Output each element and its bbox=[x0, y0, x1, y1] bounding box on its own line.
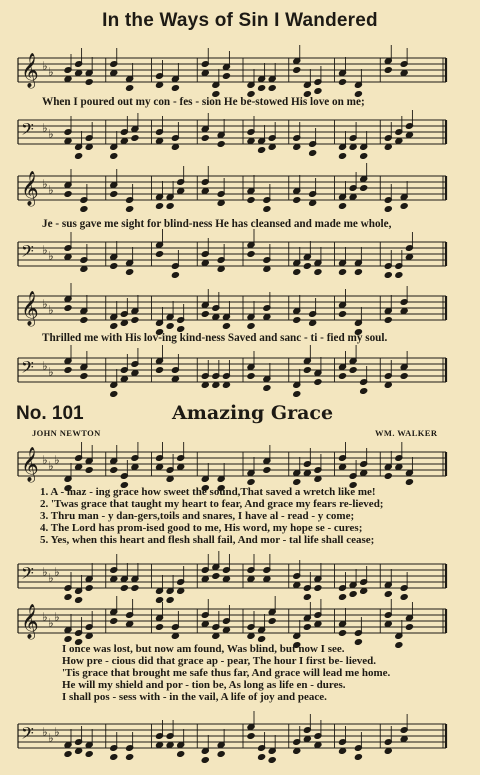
verse-line-9: He will my shield and por - tion be, As long as life en - dures. bbox=[62, 679, 346, 691]
flat-icon: ♭ bbox=[42, 359, 48, 373]
treble-clef-icon: 𝄞 bbox=[21, 291, 39, 326]
treble-staff-4 bbox=[0, 446, 480, 486]
treble-staff-1 bbox=[0, 52, 480, 92]
treble-clef-icon: 𝄞 bbox=[21, 447, 39, 482]
lyricist-credit: JOHN NEWTON bbox=[32, 428, 101, 438]
flat-icon: ♭ bbox=[48, 303, 54, 317]
composer-credit: WM. WALKER bbox=[375, 428, 438, 438]
notes bbox=[64, 345, 408, 397]
bass-clef-icon: 𝄢 bbox=[21, 357, 34, 381]
flat-icon: ♭ bbox=[42, 610, 48, 624]
notes bbox=[64, 551, 408, 603]
treble-clef-icon: 𝄞 bbox=[21, 604, 39, 639]
bass-staff-2 bbox=[0, 236, 480, 276]
flat-icon: ♭ bbox=[48, 571, 54, 585]
staff-lines bbox=[18, 296, 446, 320]
hymn-title: Amazing Grace bbox=[172, 402, 334, 424]
verse-line-8: 'Tis grace that brought me safe thus far, And grace will lead me home. bbox=[62, 667, 391, 679]
hymn-number: No. 101 bbox=[16, 403, 84, 424]
verse-line-3: 3. Thru man - y dan-gers,toils and snares, I have al - read - y come; bbox=[40, 510, 355, 522]
staff-lines bbox=[18, 609, 446, 633]
verse-line-1: 1. A - maz - ing grace how sweet the sound,That saved a wretch like me! bbox=[40, 486, 376, 498]
notes bbox=[64, 711, 408, 763]
bass-staff-4 bbox=[0, 558, 480, 598]
flat-icon: ♭ bbox=[42, 297, 48, 311]
notes bbox=[64, 283, 408, 335]
verse-line-4: 4. The Lord has prom-ised good to me, His word, my hope se - cures; bbox=[40, 522, 363, 534]
bass-clef-icon: 𝄢 bbox=[21, 241, 34, 265]
notes bbox=[64, 110, 413, 159]
bass-clef-icon: 𝄢 bbox=[21, 723, 34, 747]
flat-icon: ♭ bbox=[48, 65, 54, 79]
bass-staff-1 bbox=[0, 114, 480, 154]
staff-lines bbox=[18, 176, 446, 200]
verse-line-2: 2. 'Twas grace that taught my heart to fear, And grace my fears re-lieved; bbox=[40, 498, 384, 510]
verse-line-7: How pre - cious did that grace ap - pear, The hour I first be- lieved. bbox=[62, 655, 377, 667]
staff-lines bbox=[18, 564, 446, 588]
hymn-title-top: In the Ways of Sin I Wandered bbox=[102, 10, 378, 31]
flat-icon: ♭ bbox=[42, 565, 48, 579]
staff-lines bbox=[18, 452, 446, 476]
flat-icon: ♭ bbox=[48, 183, 54, 197]
flat-icon: ♭ bbox=[48, 365, 54, 379]
treble-staff-2 bbox=[0, 170, 480, 210]
treble-clef-icon: 𝄞 bbox=[21, 53, 39, 88]
flat-icon: ♭ bbox=[42, 725, 48, 739]
lyric-line-3: Thrilled me with His lov-ing kind-ness Saved and sanc - ti - fied my soul. bbox=[42, 332, 388, 344]
flat-icon: ♭ bbox=[48, 127, 54, 141]
notes bbox=[64, 442, 413, 491]
bass-staff-3 bbox=[0, 352, 480, 392]
flat-icon: ♭ bbox=[42, 121, 48, 135]
lyric-line-2: Je - sus gave me sight for blind-ness He has cleansed and made me whole, bbox=[42, 218, 392, 230]
notes bbox=[64, 596, 413, 648]
staff-lines bbox=[18, 58, 446, 82]
flat-icon: ♭ bbox=[48, 731, 54, 745]
flat-icon: ♭ bbox=[42, 453, 48, 467]
verse-line-6: I once was lost, but now am found, Was blind, but now I see. bbox=[62, 643, 345, 655]
flat-icon: ♭ bbox=[42, 243, 48, 257]
flat-icon: ♭ bbox=[42, 177, 48, 191]
bass-clef-icon: 𝄢 bbox=[21, 563, 34, 587]
staff-lines bbox=[18, 120, 446, 144]
flat-icon: ♭ bbox=[42, 59, 48, 73]
flat-icon: ♭ bbox=[54, 725, 60, 739]
bass-staff-5 bbox=[0, 718, 480, 758]
flat-icon: ♭ bbox=[48, 616, 54, 630]
flat-icon: ♭ bbox=[48, 249, 54, 263]
flat-icon: ♭ bbox=[48, 459, 54, 473]
verse-line-5: 5. Yes, when this heart and flesh shall fail, And mor - tal life shall cease; bbox=[40, 534, 375, 546]
treble-clef-icon: 𝄞 bbox=[21, 171, 39, 206]
flat-icon: ♭ bbox=[54, 565, 60, 579]
treble-staff-3 bbox=[0, 290, 480, 330]
notes bbox=[64, 45, 408, 97]
flat-icon: ♭ bbox=[54, 610, 60, 624]
bass-clef-icon: 𝄢 bbox=[21, 119, 34, 143]
flat-icon: ♭ bbox=[54, 453, 60, 467]
staff-lines bbox=[18, 724, 446, 748]
lyric-line-1: When I poured out my con - fes - sion He be-stowed His love on me; bbox=[42, 96, 365, 108]
verse-line-10: I shall pos - sess with - in the vail, A life of joy and peace. bbox=[62, 691, 327, 703]
treble-staff-5 bbox=[0, 603, 480, 643]
